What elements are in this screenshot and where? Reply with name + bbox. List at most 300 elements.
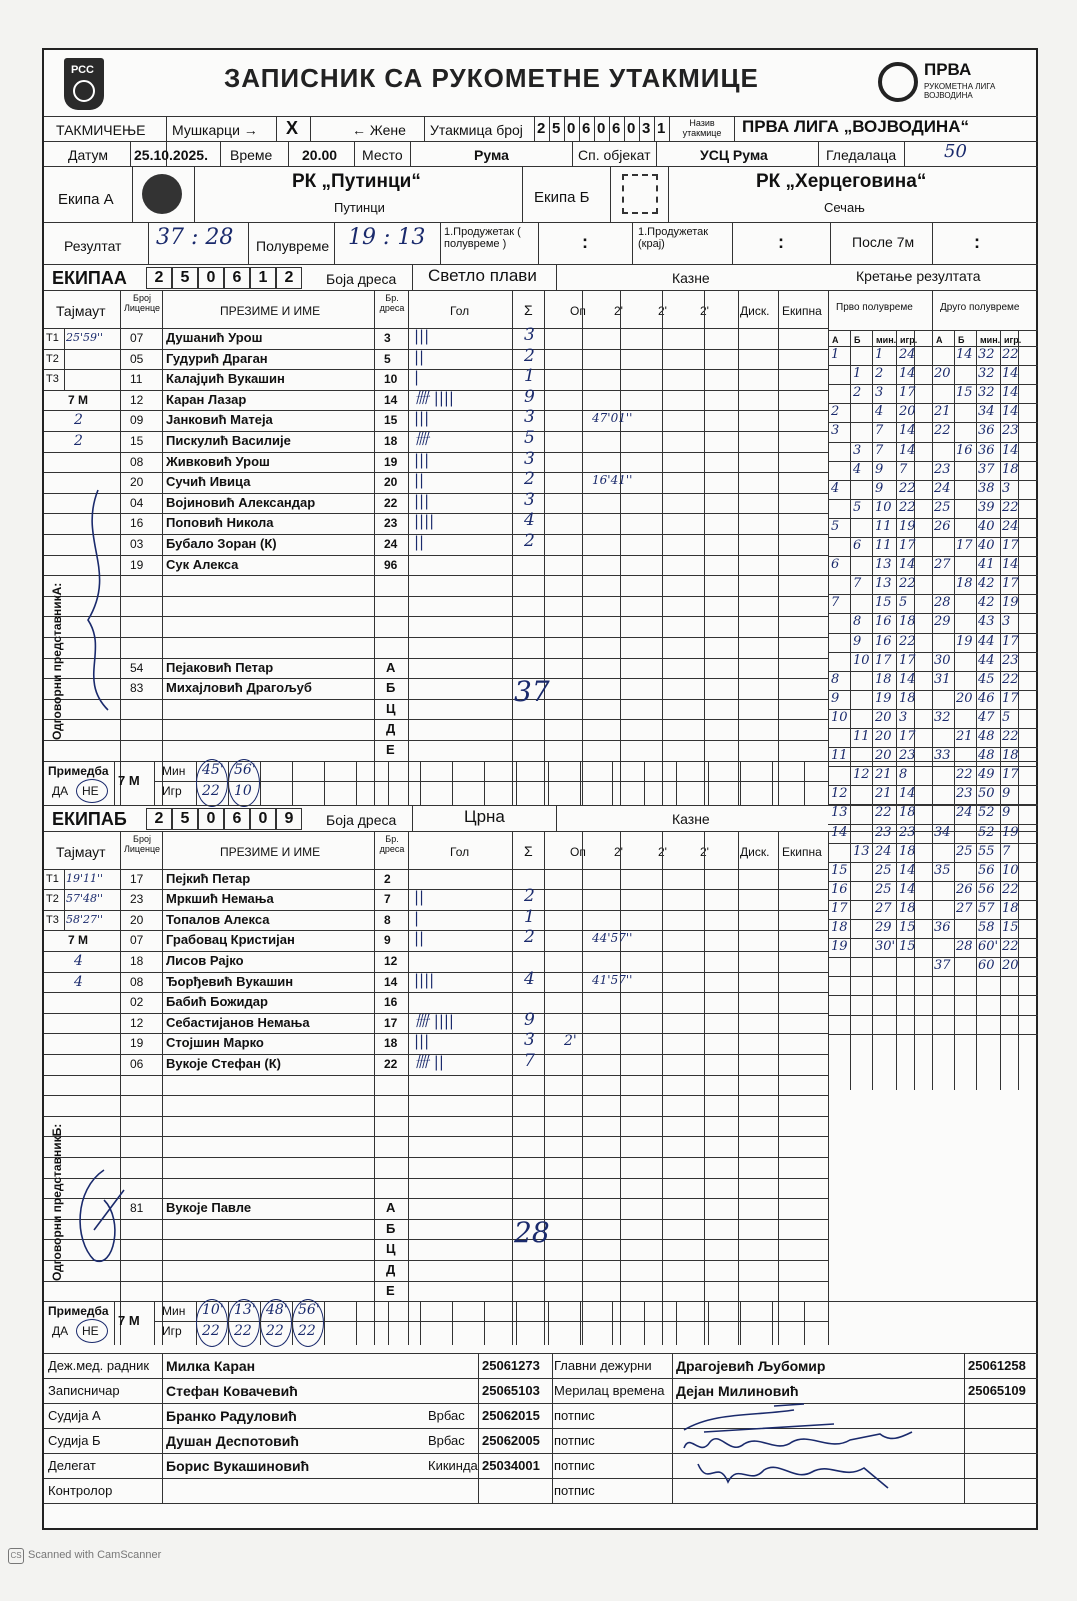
rule-v (620, 290, 621, 805)
team-b-label: Екипа Б (534, 189, 590, 206)
rule-h (44, 1136, 828, 1137)
progress-first-half-cell: 4 (875, 404, 884, 420)
team_a-col-license: Број Лиценце (124, 293, 161, 313)
team_a-sevenm-igr: 22 (202, 782, 220, 799)
progress-second-half-cell: 29 (934, 614, 951, 630)
team_a-player-license: 09 (130, 413, 144, 428)
team_b-official-letter: Е (386, 1282, 395, 1298)
progress-second-half-label: Друго полувреме (940, 302, 1020, 313)
progress-label: Кретање резултата (856, 268, 981, 284)
rule-v (154, 1301, 155, 1345)
ot1-half-label: 1.Продужетак ( полувреме ) (444, 226, 521, 250)
team_a-sevenm-min: 45' (202, 761, 224, 778)
team_b-player-goal-sum: 4 (524, 968, 535, 989)
progress-first-half-cell: 1 (831, 347, 840, 362)
rule-v (612, 1301, 613, 1345)
team_b-player-name: Бабић Божидар (166, 994, 268, 1010)
team_a-official-license: 83 (130, 681, 144, 696)
match-no-digit: 5 (552, 120, 561, 137)
team_a-player-goal-sum: 5 (524, 428, 535, 448)
rule-v (452, 761, 453, 805)
spectators-label: Гледалаца (826, 147, 897, 163)
rule-h (44, 1116, 828, 1117)
team_a-player-goal-sum: 2 (524, 469, 535, 490)
team_b-timeout-label: T2 (46, 893, 59, 906)
after7m-value: : (974, 232, 980, 252)
progress-first-half-cell: 29 (875, 920, 892, 935)
team_a-player-goal-sum: 3 (524, 407, 535, 428)
team_a-player-license: 15 (130, 434, 144, 448)
team_a-player-name: Сук Алекса (166, 556, 239, 572)
bottom-role-label: Деж.мед. радник (48, 1358, 150, 1373)
rule-v (374, 831, 375, 1346)
team_a-player-name: Гудурић Драган (166, 350, 268, 366)
team_a-official-letter: Д (386, 721, 396, 737)
progress-first-half-cell: 1 (853, 366, 862, 382)
team_b-min-label: Мин (162, 1304, 186, 1319)
progress-second-half-cell: 30 (934, 652, 951, 668)
team_a-player-goal-sum: 4 (524, 510, 535, 531)
rule-v (662, 290, 663, 805)
rule-v (964, 1353, 965, 1503)
place-label: Место (362, 147, 403, 163)
team_a-seven-m: 7 М (68, 392, 89, 407)
rule-h (44, 1219, 828, 1220)
team_a-official-license: 54 (130, 660, 144, 675)
progress-first-half-cell: 17 (831, 900, 848, 916)
progress-first-half-cell: 18 (899, 614, 916, 630)
team_b-player-license: 20 (130, 912, 144, 927)
team_b-note-no-circle (76, 1319, 108, 1343)
progress-first-half-cell: 17 (899, 652, 916, 668)
rule-v (828, 831, 829, 1346)
team_a-igr-label: Игр (162, 783, 182, 798)
rule-v (609, 116, 610, 141)
team_a-official-name: Михајловић Драгољуб (166, 680, 312, 696)
progress-second-half-cell: 14 (956, 347, 973, 362)
team_b-penalties-label: Казне (672, 810, 710, 827)
progress-second-half-cell: 14 (1002, 366, 1019, 382)
team_a-note-label: Примедба (48, 763, 109, 778)
progress-second-half-cell: 25 (934, 499, 951, 515)
progress-second-half-cell: 17 (1002, 690, 1019, 706)
progress-first-half-cell: 8 (831, 671, 840, 687)
progress-first-half-label: Прво полувреме (836, 302, 913, 313)
rule-v (324, 761, 325, 805)
progress-first-half-cell: 6 (831, 557, 840, 573)
rule-v (772, 761, 773, 805)
rule-v (644, 1301, 645, 1345)
team_b-player-goal-sum: 2 (524, 927, 535, 948)
team_b-player-license: 18 (130, 954, 144, 968)
team_b-col-two-3: 2' (700, 844, 709, 859)
progress-second-half-cell: 18 (1002, 461, 1019, 477)
progress-second-half-cell: 42 (978, 576, 995, 592)
team_b-player-on: 2' (564, 1033, 577, 1050)
progress-second-half-cell: 18 (1002, 900, 1019, 916)
team-a-representative-signature (68, 480, 128, 720)
rule-h (44, 869, 828, 870)
progress-col-b-first: Б (854, 335, 861, 345)
progress-second-half-cell: 19 (1002, 824, 1019, 840)
team_a-official-name: Пејаковић Петар (166, 659, 274, 675)
progress-first-half-cell: 19 (831, 939, 848, 955)
progress-first-half-cell: 14 (899, 423, 916, 439)
progress-first-half-cell: 11 (875, 518, 892, 534)
team_a-player-jersey-no: 96 (384, 557, 398, 572)
progress-first-half-cell: 2 (853, 385, 862, 401)
team_b-sevenm-min: 56' (298, 1302, 320, 1319)
rule-v (64, 869, 65, 931)
bottom-role-label: Судија Б (48, 1433, 101, 1448)
rule-h (44, 555, 828, 556)
team-a-name: РК „Путинци“ (292, 171, 421, 192)
team_b-player-goal-sum: 2 (524, 886, 535, 907)
team_b-col-team: Екипна (782, 844, 822, 859)
team_b-player-license: 02 (130, 995, 144, 1010)
rule-v (162, 290, 163, 805)
match-no-digit: 3 (642, 120, 651, 137)
progress-first-half-cell: 23 (875, 824, 892, 840)
rule-v (740, 1301, 741, 1345)
progress-first-half-cell: 2 (831, 404, 840, 420)
progress-first-half-cell: 1 (875, 347, 884, 362)
place-value: Рума (474, 147, 509, 163)
team_b-player-license: 06 (130, 1057, 144, 1071)
rule-v (388, 1301, 389, 1345)
team_a-col-name: ПРЕЗИМЕ И ИМЕ (220, 304, 321, 318)
progress-first-half-cell: 14 (899, 557, 916, 573)
team_a-col-timeout: Тајмаут (56, 303, 106, 319)
progress-second-half-cell: 55 (978, 843, 995, 859)
progress-second-half-cell: 37 (978, 461, 995, 477)
rule-v (644, 761, 645, 805)
progress-second-half-cell: 40 (978, 518, 995, 534)
progress-second-half-cell: 17 (1002, 538, 1019, 553)
team_a-player-two-min: 47'01'' (592, 411, 633, 426)
progress-first-half-cell: 13 (875, 576, 892, 592)
team_a-goal-total: 37 (514, 675, 550, 709)
women-label: ← Жене (352, 122, 406, 138)
progress-second-half-cell: 3 (1002, 614, 1011, 630)
rule-v (738, 831, 739, 1346)
progress-first-half-cell: 21 (875, 767, 892, 783)
rule-v (310, 116, 311, 141)
team_a-player-goal-tally: 卌 |||| (414, 388, 454, 407)
progress-second-half-cell: 16 (956, 442, 973, 458)
camscanner-icon: CS (8, 1548, 24, 1564)
progress-first-half-cell: 6 (853, 538, 862, 553)
rule-h (44, 596, 828, 597)
bottom-official-license: 25062005 (482, 1433, 540, 1448)
bottom-official-license2: 25061258 (968, 1358, 1026, 1373)
rule-v (778, 831, 779, 1346)
progress-second-half-cell: 19 (1002, 595, 1019, 611)
team_a-col-jersey-no: Бр. дреса (379, 293, 405, 313)
progress-second-half-cell: 27 (956, 900, 973, 916)
rule-v (424, 116, 425, 141)
team_b-player-name: Себастијанов Немања (166, 1014, 310, 1030)
team_a-player-license: 08 (130, 454, 144, 469)
rule-h (44, 699, 828, 700)
team_a-player-goal-tally: ||| (414, 327, 430, 345)
rule-v (818, 141, 819, 166)
progress-second-half-cell: 23 (956, 786, 973, 802)
bottom-role2-label: потпис (554, 1433, 595, 1448)
rule-v (260, 761, 261, 805)
progress-first-half-cell: 11 (853, 729, 870, 744)
team_b-timeout-label: T3 (46, 913, 59, 926)
half-value: 19 : 13 (348, 225, 426, 250)
progress-first-half-cell: 3 (831, 423, 840, 439)
team_a-player-jersey-no: 19 (384, 454, 398, 469)
progress-first-half-cell: 14 (899, 366, 916, 382)
team_b-jersey: Црна (464, 806, 505, 826)
progress-second-half-cell: 5 (1002, 709, 1011, 725)
rule-v (388, 761, 389, 805)
team_b-sevenm-igr: 22 (298, 1323, 316, 1340)
team_b-player-license: 17 (130, 871, 144, 886)
progress-second-half-cell: 17 (1002, 576, 1019, 592)
rule-v (408, 290, 409, 805)
match-no-digit: 1 (657, 120, 666, 137)
progress-first-half-cell: 5 (831, 518, 840, 534)
rule-h (44, 1095, 828, 1096)
rule-v (778, 290, 779, 805)
rule-v (162, 1353, 163, 1503)
progress-second-half-cell: 26 (956, 881, 973, 897)
rule-v (654, 116, 655, 141)
progress-second-half-cell: 7 (1002, 843, 1011, 859)
rule-v (624, 116, 625, 141)
progress-first-half-cell: 17 (899, 538, 916, 553)
date-value: 25.10.2025. (134, 147, 208, 163)
rule-v (220, 141, 221, 166)
progress-second-half-cell: 41 (978, 557, 995, 573)
progress-second-half-cell: 22 (1002, 729, 1019, 744)
progress-first-half-cell: 10 (831, 709, 848, 725)
rule-h (44, 1033, 828, 1034)
ot1-end-label: 1.Продужетак (крај) (638, 226, 709, 250)
rule-h (44, 222, 1038, 223)
rule-v (420, 1301, 421, 1345)
progress-col-a-first: А (832, 335, 839, 345)
team_b-player-goal-tally: || (414, 929, 425, 948)
rule-v (132, 166, 133, 222)
progress-second-half-cell: 60 (978, 958, 995, 974)
progress-second-half-cell: 33 (934, 748, 951, 764)
team_a-player-jersey-no: 5 (384, 351, 391, 366)
rss-logo-text: РСС (71, 64, 94, 76)
team_b-player-goal-tally: | (414, 908, 420, 927)
bottom-official-name: Душан Деспотовић (166, 1433, 299, 1449)
progress-second-half-cell: 28 (956, 939, 973, 955)
progress-second-half-cell: 17 (956, 538, 973, 553)
progress-second-half-cell: 14 (1002, 442, 1019, 458)
team_b-player-name: Стојшин Марко (166, 1035, 264, 1051)
progress-first-half-cell: 22 (899, 480, 916, 496)
team_a-col-two-3: 2' (700, 304, 709, 318)
progress-first-half-cell: 15 (899, 920, 916, 935)
after7m-label: После 7м (852, 234, 915, 250)
rule-v (512, 290, 513, 805)
rule-h (44, 637, 828, 638)
progress-second-half-cell: 17 (1002, 767, 1019, 783)
rule-v (708, 761, 709, 805)
progress-second-half-cell: 48 (978, 729, 995, 744)
team_a-player-name: Јанковић Матеја (166, 412, 273, 428)
team_a-col-disq: Диск. (740, 304, 770, 318)
team_b-sevenm-circle (260, 1299, 292, 1347)
rule-v (632, 222, 633, 264)
team_a-player-name: Бубало Зоран (К) (166, 536, 277, 551)
team-a-crest-icon (142, 174, 182, 214)
progress-second-half-cell: 17 (1002, 633, 1019, 649)
team_b-player-jersey-no: 18 (384, 1036, 398, 1051)
bottom-official-name: Стефан Ковачевић (166, 1383, 298, 1399)
team_b-player-name: Топалов Алекса (166, 911, 270, 927)
time-value: 20.00 (302, 147, 338, 163)
progress-second-half-cell: 20 (934, 366, 951, 382)
progress-first-half-cell: 22 (899, 633, 916, 649)
team_b-player-goal-tally: |||| (414, 970, 435, 989)
form-title: ЗАПИСНИК СА РУКОМЕТНЕ УТАКМИЦЕ (224, 63, 759, 93)
progress-second-half-cell: 47 (978, 709, 995, 725)
bottom-official-license: 25061273 (482, 1358, 540, 1373)
team_b-official-letter: Д (386, 1262, 396, 1277)
bottom-role2-label: потпис (554, 1458, 595, 1473)
rule-v (594, 116, 595, 141)
team_b-col-disq: Диск. (740, 844, 770, 859)
result-label: Резултат (64, 238, 122, 254)
ot1-end-value: : (778, 232, 784, 252)
progress-first-half-cell: 14 (899, 786, 916, 802)
progress-first-half-cell: 16 (875, 614, 892, 630)
team_a-player-goal-tally: ||| (414, 491, 430, 510)
team_b-sevenm-min: 48' (266, 1302, 288, 1319)
team_a-official-letter: Е (386, 742, 395, 757)
rule-v (932, 222, 933, 264)
progress-first-half-cell: 20 (875, 748, 892, 764)
progress-first-half-cell: 30' (875, 939, 896, 955)
progress-second-half-cell: 21 (956, 729, 973, 744)
progress-first-half-cell: 18 (899, 690, 916, 706)
rule-v (556, 264, 557, 290)
rule-v (440, 222, 441, 264)
rule-v (484, 1301, 485, 1345)
progress-first-half-cell: 25 (875, 862, 892, 878)
rule-v (580, 1301, 581, 1345)
rule-v (408, 831, 409, 1346)
progress-second-half-cell: 36 (978, 423, 995, 439)
rule-h (44, 930, 828, 931)
team_a-player-goal-sum: 9 (524, 386, 535, 407)
team_b-code-digit: 0 (250, 808, 276, 830)
match-no-digit: 6 (612, 120, 621, 137)
progress-first-half-cell: 7 (899, 461, 908, 477)
progress-second-half-cell: 22 (1002, 347, 1019, 362)
team_b-sevenm-igr: 22 (266, 1323, 284, 1340)
team_a-player-name: Калајџић Вукашин (166, 371, 285, 387)
bottom-official-city: Врбас (428, 1408, 465, 1423)
rule-v (564, 116, 565, 141)
progress-col-igr-first: игр. (900, 335, 918, 345)
team_a-code-digit: 6 (224, 267, 250, 289)
rule-v (740, 761, 741, 805)
progress-second-half-cell: 32 (978, 347, 995, 362)
progress-second-half-cell: 60' (978, 939, 999, 955)
time-label: Време (230, 147, 273, 163)
progress-first-half-cell: 8 (853, 614, 862, 630)
rule-v (572, 141, 573, 166)
team_a-player-name: Каран Лазар (166, 391, 247, 407)
bottom-official-name: Борис Вукашиновић (166, 1458, 310, 1474)
rule-v (478, 1353, 479, 1503)
team_a-player-jersey-no: 14 (384, 392, 398, 407)
team_a-player-name: Војиновић Александар (166, 494, 316, 510)
rule-v (662, 831, 663, 1346)
venue-label: Сп. објекат (578, 147, 651, 163)
progress-first-half-cell: 3 (899, 709, 908, 725)
progress-first-half-cell: 23 (899, 824, 916, 840)
rule-v (610, 166, 611, 222)
rule-h (44, 534, 828, 535)
team_a-player-jersey-no: 3 (384, 331, 391, 345)
rule-h (828, 976, 1038, 977)
progress-second-half-cell: 42 (978, 595, 995, 611)
team_a-note-no-circle (76, 779, 108, 803)
rule-h (44, 616, 828, 617)
team_b-player-name: Лисов Рајко (166, 953, 244, 968)
progress-second-half-cell: 38 (978, 480, 995, 496)
progress-second-half-cell: 22 (956, 767, 973, 783)
progress-first-half-cell: 11 (875, 538, 892, 553)
team_b-player-name: Вукоје Стефан (К) (166, 1056, 281, 1071)
match-name-label: Назив утакмице (682, 118, 722, 138)
team_b-player-goal-sum: 9 (524, 1009, 535, 1030)
team_b-jersey-label: Боја дреса (326, 811, 397, 828)
rule-v (676, 1301, 677, 1345)
progress-first-half-cell: 19 (875, 690, 892, 706)
progress-second-half-cell: 24 (934, 480, 951, 496)
rule-v (580, 761, 581, 805)
progress-first-half-cell: 14 (899, 442, 916, 458)
progress-first-half-cell: 14 (899, 671, 916, 687)
team_a-min-label: Мин (162, 763, 186, 778)
rule-v (538, 222, 539, 264)
progress-first-half-cell: 12 (831, 786, 848, 802)
rule-v (512, 831, 513, 1346)
progress-first-half-cell: 17 (899, 385, 916, 401)
progress-first-half-cell: 15 (831, 862, 848, 878)
rule-v (830, 222, 831, 264)
progress-col-min-first: мин. (876, 335, 897, 345)
delegate-signature (694, 1452, 894, 1492)
team_a-player-jersey-no: 10 (384, 372, 398, 387)
team_a-timeout-value: 25'59'' (66, 331, 104, 344)
team_a-note-no: НЕ (82, 783, 99, 798)
progress-second-half-cell: 23 (1002, 652, 1019, 668)
rule-v (410, 141, 411, 166)
progress-first-half-cell: 7 (875, 423, 884, 439)
team_b-player-jersey-no: 17 (384, 1015, 398, 1030)
rule-v (288, 141, 289, 166)
rule-v (228, 1301, 229, 1345)
team_a-player-name: Душанић Урош (166, 330, 263, 345)
rule-v (544, 831, 545, 1346)
rule-v (582, 290, 583, 805)
rule-v (548, 1301, 549, 1345)
